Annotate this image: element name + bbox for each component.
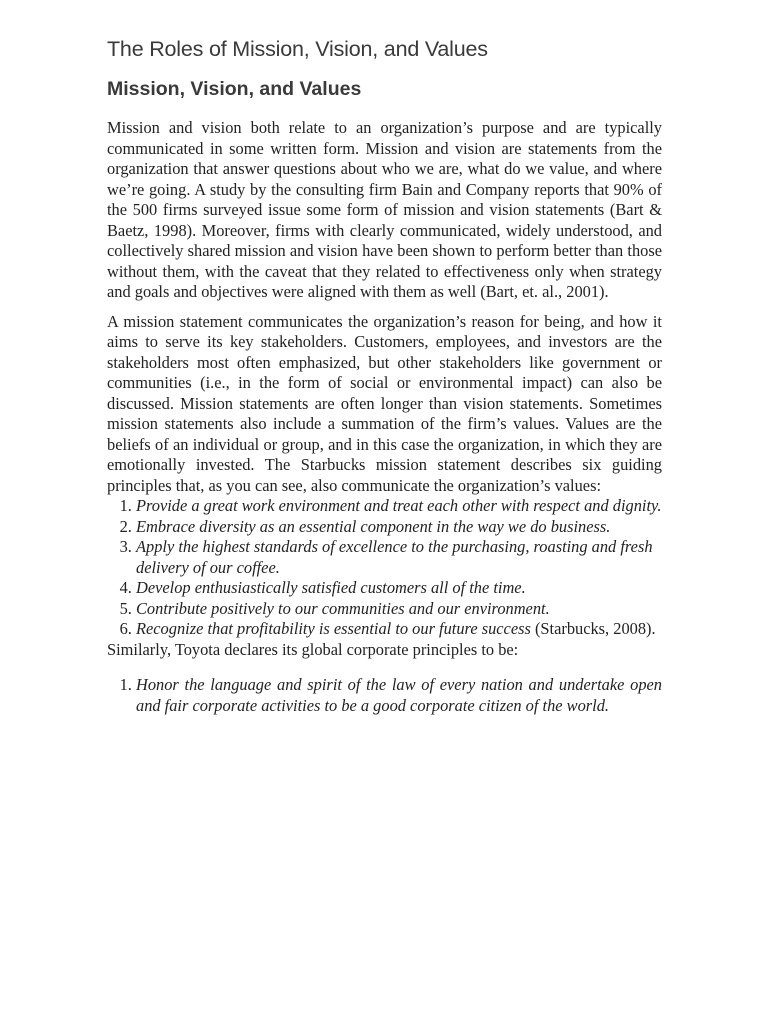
page-title: The Roles of Mission, Vision, and Values [107,37,488,61]
list-item: 2. Embrace diversity as an essential component in the way we do business. [136,517,662,538]
section-heading: Mission, Vision, and Values [107,78,362,100]
toyota-intro: Similarly, Toyota declares its global corporate principles to be: [107,639,519,659]
list-item: 1. Provide a great work environment and treat each other with respect and dignity. [136,496,662,517]
list-item: 4. Develop enthusiastically satisfied customers all of the time. [136,578,662,599]
paragraph-mission-statement: A mission statement communicates the organization’s reason for being, and how it aims to serve its key stakeholders. Customers, employees, and investors are the stakeholders most often emphasized, but other stakeholders like government or communities (i.e., in the form of social or environmental impact) can also be discussed. Mission statements are often longer than vision statements. Sometimes mission statements also include a summation of the firm’s values. Values are the beliefs of an individual or group, and in this case the organization, in which they are emotionally invested. The Starbucks mission statement describes six guiding principles that, as you can see, also communicate the organization’s values: [107,311,662,495]
toyota-principles-list [107,675,662,716]
list-item: 1. Honor the language and spirit of the law of every nation and undertake open and fair corporate activities to be a good corporate citizen of the world. [136,675,662,716]
list-item: 3. Apply the highest standards of excellence to the purchasing, roasting and fresh delivery of our coffee. [136,537,662,578]
citation: (Starbucks, 2008). [530,619,656,638]
document-page [107,34,662,716]
list-item: 6. Recognize that profitability is essential to our future success (Starbucks, 2008). [136,619,662,640]
list-item: 5. Contribute positively to our communities and our environment. [136,599,662,620]
starbucks-principles-list [107,496,662,640]
paragraph-mission-vision: Mission and vision both relate to an organization’s purpose and are typically communicated in some written form. Mission and vision are statements from the organization that answer questions about who we are, what do we value, and where we’re going. A study by the consulting firm Bain and Company reports that 90% of the 500 firms surveyed issue some form of mission and vision statements (Bart & Baetz, 1998). Moreover, firms with clearly communicated, widely understood, and collectively shared mission and vision have been shown to perform better than those without them, with the caveat that they related to effectiveness only when strategy and goals and objectives were aligned with them as well (Bart, et. al., 2001). [107,118,662,301]
